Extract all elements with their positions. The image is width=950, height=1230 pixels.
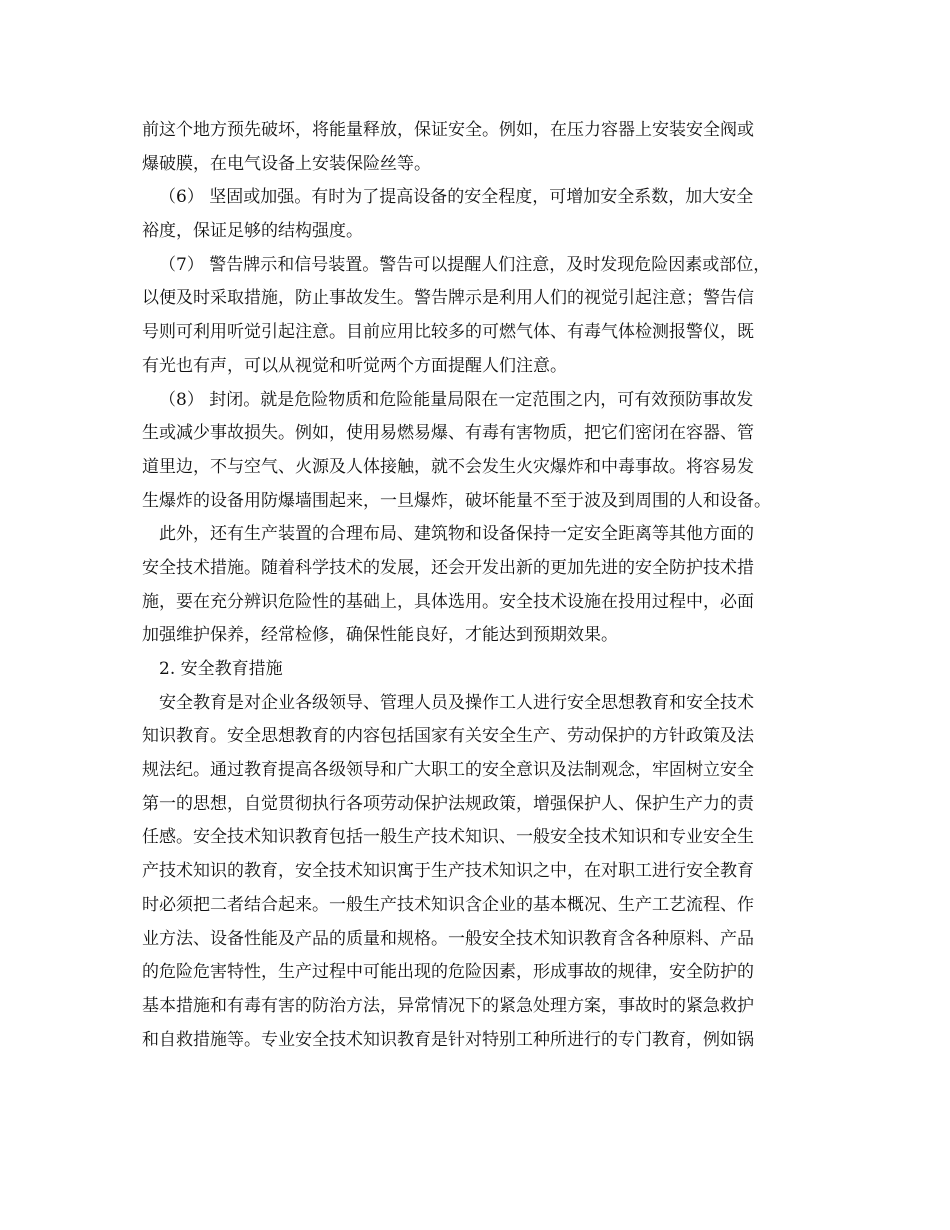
text-line: 道里边，不与空气、火源及人体接触，就不会发生火灾爆炸和中毒事故。将容易发 (142, 456, 754, 477)
list-item-7: （7） 警告牌示和信号装置。警告可以提醒人们注意，及时发现危险因素或部位， (159, 254, 771, 275)
text-line: 第一的思想，自觉贯彻执行各项劳动保护法规政策，增强保护人、保护生产力的责 (142, 793, 754, 814)
document-body (142, 114, 814, 1057)
text-line: 以便及时采取措施，防止事故发生。警告牌示是利用人们的视觉引起注意；警告信 (142, 288, 754, 309)
text-line: 安全技术措施。随着科学技术的发展，还会开发出新的更加先进的安全防护技术措 (142, 557, 754, 578)
text-line: 前这个地方预先破坏，将能量释放，保证安全。例如，在压力容器上安装安全阀或 (142, 120, 754, 140)
text-line: 知识教育。安全思想教育的内容包括国家有关安全生产、劳动保护的方针政策及法 (142, 726, 754, 747)
text-line: 的危险危害特性，生产过程中可能出现的危险因素，形成事故的规律，安全防护的 (142, 962, 754, 983)
text-line: 施，要在充分辨识危险性的基础上，具体选用。安全技术设施在投用过程中，必面 (142, 591, 754, 612)
section-heading: 2. 安全教育措施 (159, 659, 283, 679)
text-line: 基本措施和有毒有害的防治方法，异常情况下的紧急处理方案，事故时的紧急救护 (142, 995, 754, 1016)
text-line: 规法纪。通过教育提高各级领导和广大职工的安全意识及法制观念，牢固树立安全 (142, 760, 754, 781)
text-line: 号则可利用听觉引起注意。目前应用比较多的可燃气体、有毒气体检测报警仪，既 (142, 322, 754, 343)
text-line: 生或减少事故损失。例如，使用易燃易爆、有毒有害物质，把它们密闭在容器、管 (142, 423, 754, 444)
paragraph-start: 此外，还有生产装置的合理布局、建筑物和设备保持一定安全距离等其他方面的 (159, 524, 754, 545)
text-line: 产技术知识的教育，安全技术知识寓于生产技术知识之中，在对职工进行安全教育 (142, 861, 754, 882)
text-line: 裕度，保证足够的结构强度。 (142, 221, 363, 242)
text-line: 业方法、设备性能及产品的质量和规格。一般安全技术知识教育含各种原料、产品 (142, 928, 754, 949)
text-line: 任感。安全技术知识教育包括一般生产技术知识、一般安全技术知识和专业安全生 (142, 827, 754, 848)
text-line: 加强维护保养，经常检修，确保性能良好，才能达到预期效果。 (142, 625, 618, 646)
text-line: 时必须把二者结合起来。一般生产技术知识含企业的基本概况、生产工艺流程、作 (142, 894, 754, 915)
text-line: 爆破膜，在电气设备上安装保险丝等。 (142, 153, 431, 174)
list-item-8: （8） 封闭。就是危险物质和危险能量局限在一定范围之内，可有效预防事故发 (159, 389, 754, 410)
text-line: 有光也有声，可以从视觉和听觉两个方面提醒人们注意。 (142, 355, 567, 376)
text-line: 生爆炸的设备用防爆墙围起来，一旦爆炸，破坏能量不至于波及到周围的人和设备。 (142, 490, 771, 511)
paragraph-start: 安全教育是对企业各级领导、管理人员及操作工人进行安全思想教育和安全技术 (159, 692, 754, 713)
text-line: 和自救措施等。专业安全技术知识教育是针对特别工种所进行的专门教育，例如锅 (142, 1029, 754, 1050)
list-item-6: （6） 坚固或加强。有时为了提高设备的安全程度，可增加安全系数，加大安全 (159, 187, 754, 208)
